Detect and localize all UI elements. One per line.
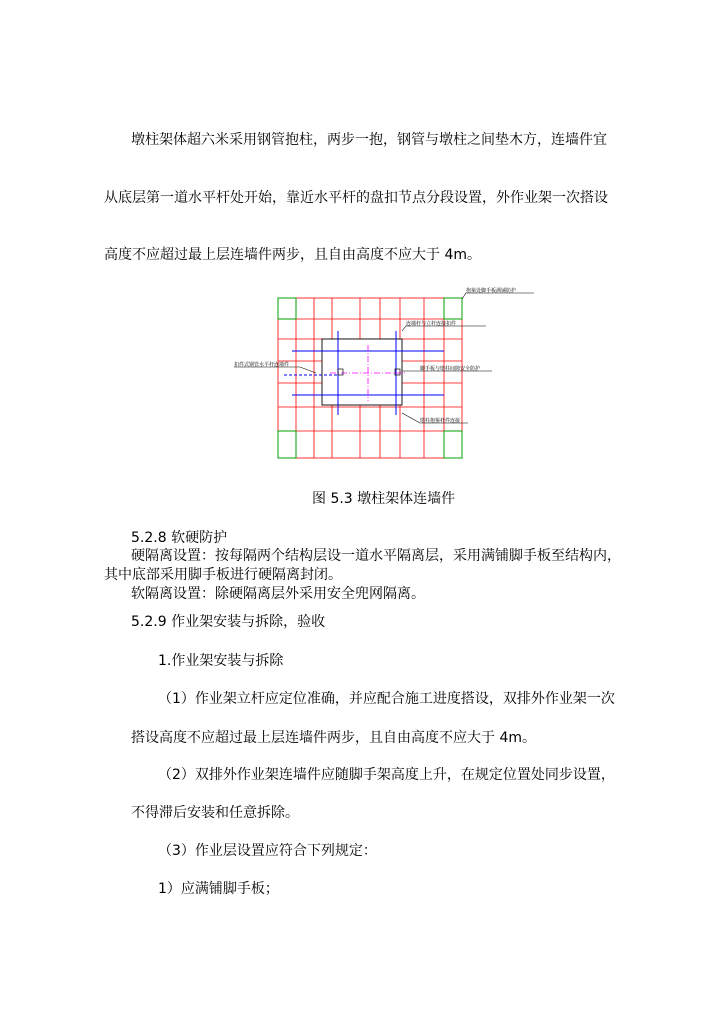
figure-caption: 图 5.3 墩柱架体连墙件 <box>312 491 456 507</box>
label-top: 抱箍处脚手板满铺防护 <box>466 288 517 294</box>
section-528-heading: 5.2.8 软硬防护 <box>131 530 228 546</box>
hard-isolation-line-1: 硬隔离设置：按每隔两个结构层设一道水平隔离层，采用满铺脚手板至结构内， <box>131 548 621 564</box>
label-left: 扣件式钢管水平杆连墙件 <box>234 362 290 368</box>
pier-wall-tie-figure <box>230 287 540 463</box>
sub-item-1: 1）应满铺脚手板； <box>158 881 279 897</box>
p1-line-1: （1）作业架立杆应定位准确，并应配合施工进度搭设，双排外作业架一次 <box>158 691 615 707</box>
label-top2: 连墙杆与立杆连接扣件 <box>406 321 457 327</box>
hard-isolation-line-2: 其中底部采用脚手板进行硬隔离封闭。 <box>104 567 342 583</box>
paragraph-1-line-3: 高度不应超过最上层连墙件两步，且自由高度不应大于 4m。 <box>104 247 481 263</box>
p2-line-1: （2）双排外作业架连墙件应随脚手架高度上升，在规定位置处同步设置， <box>158 767 615 783</box>
section-529-heading: 5.2.9 作业架安装与拆除，验收 <box>131 614 326 630</box>
soft-isolation: 软隔离设置：除硬隔离层外采用安全兜网隔离。 <box>131 586 425 602</box>
label-bottom: 墩柱抱箍杆件连接 <box>420 418 461 424</box>
p3-line-1: （3）作业层设置应符合下列规定： <box>158 843 377 859</box>
item-1-heading: 1.作业架安装与拆除 <box>158 653 284 669</box>
p2-line-2: 不得滞后安装和任意拆除。 <box>131 805 299 821</box>
label-right: 脚手板与墩柱间隙安全防护 <box>420 366 481 372</box>
paragraph-1-line-2: 从底层第一道水平杆处开始，靠近水平杆的盘扣节点分段设置，外作业架一次搭设 <box>104 190 608 206</box>
paragraph-1-line-1: 墩柱架体超六米采用钢管抱柱，两步一抱，钢管与墩柱之间垫木方，连墙件宜 <box>131 132 607 148</box>
p1-line-2: 搭设高度不应超过最上层连墙件两步，且自由高度不应大于 4m。 <box>131 730 536 746</box>
figure-drawing <box>230 287 540 463</box>
